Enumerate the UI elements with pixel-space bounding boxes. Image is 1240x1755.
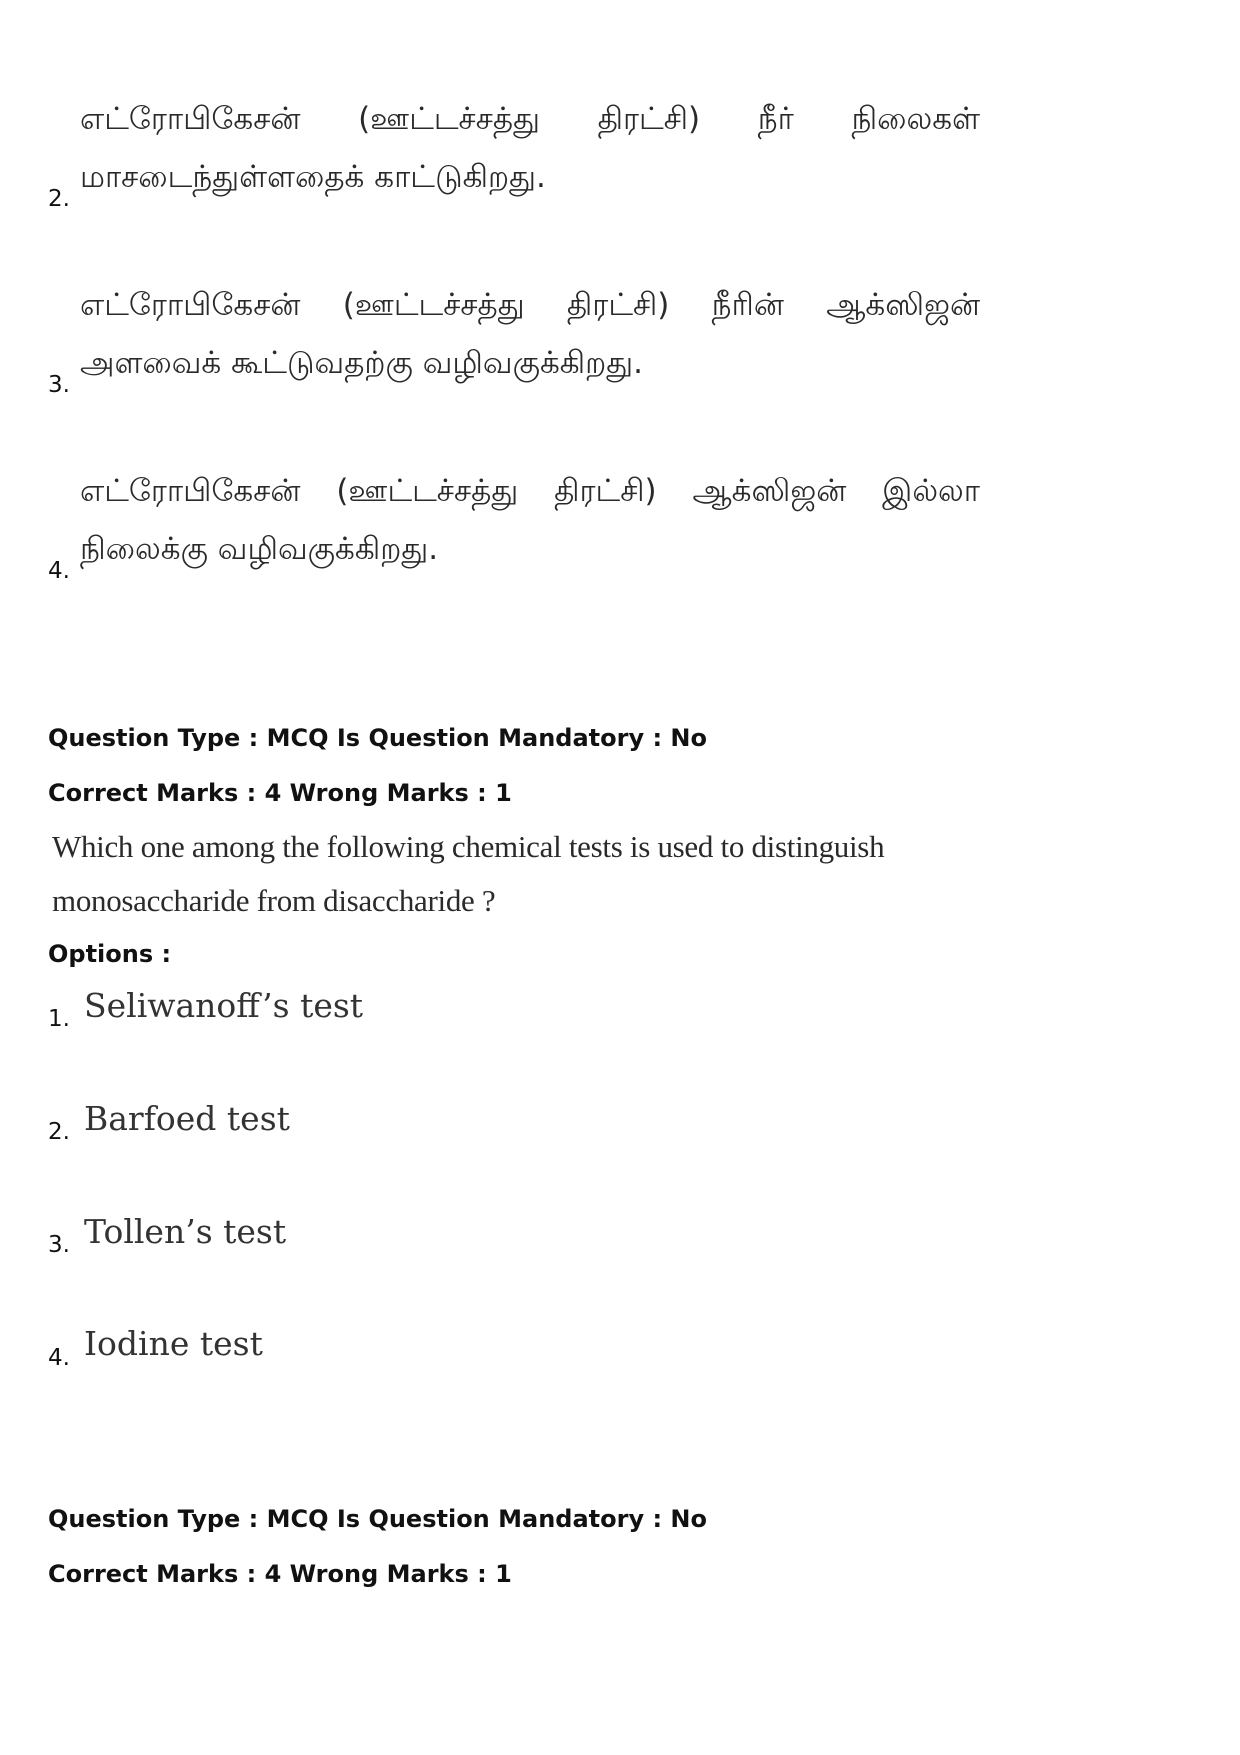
prev-option-2-text: எட்ரோபிகேசன் (ஊட்டச்சத்து திரட்சி) நீர் நிலைகள் மாசடைந்துள்ளதைக் காட்டுகிறது. [80,101,980,195]
question-marks-line: Correct Marks : 4 Wrong Marks : 1 [48,779,512,807]
option-1-text: Seliwanoff’s test [84,986,364,1025]
option-2-number: 2. [48,1119,70,1145]
options-label: Options : [48,940,172,968]
prev-option-2-number: 2. [48,186,70,212]
question-text: Which one among the following chemical tests is used to distinguish monosaccharide from disaccharide ? [52,829,885,918]
next-question-marks-line: Correct Marks : 4 Wrong Marks : 1 [48,1560,512,1588]
option-2-text: Barfoed test [84,1099,290,1138]
option-4-number: 4. [48,1345,70,1371]
option-3-number: 3. [48,1232,70,1258]
prev-option-3-text: எட்ரோபிகேசன் (ஊட்டச்சத்து திரட்சி) நீரின் ஆக்ஸிஜன் அளவைக் கூட்டுவதற்கு வழிவகுக்கிறது. [80,287,980,381]
option-4-text: Iodine test [84,1324,263,1363]
option-3-text: Tollen’s test [84,1212,287,1251]
prev-option-4-text: எட்ரோபிகேசன் (ஊட்டச்சத்து திரட்சி) ஆக்ஸிஜன் இல்லா நிலைக்கு வழிவகுக்கிறது. [80,473,980,567]
prev-option-4-number: 4. [48,558,70,584]
prev-option-3-number: 3. [48,372,70,398]
option-1-number: 1. [48,1006,70,1032]
question-type-line: Question Type : MCQ Is Question Mandatory : No [48,724,707,752]
next-question-type-line: Question Type : MCQ Is Question Mandatory : No [48,1505,707,1533]
